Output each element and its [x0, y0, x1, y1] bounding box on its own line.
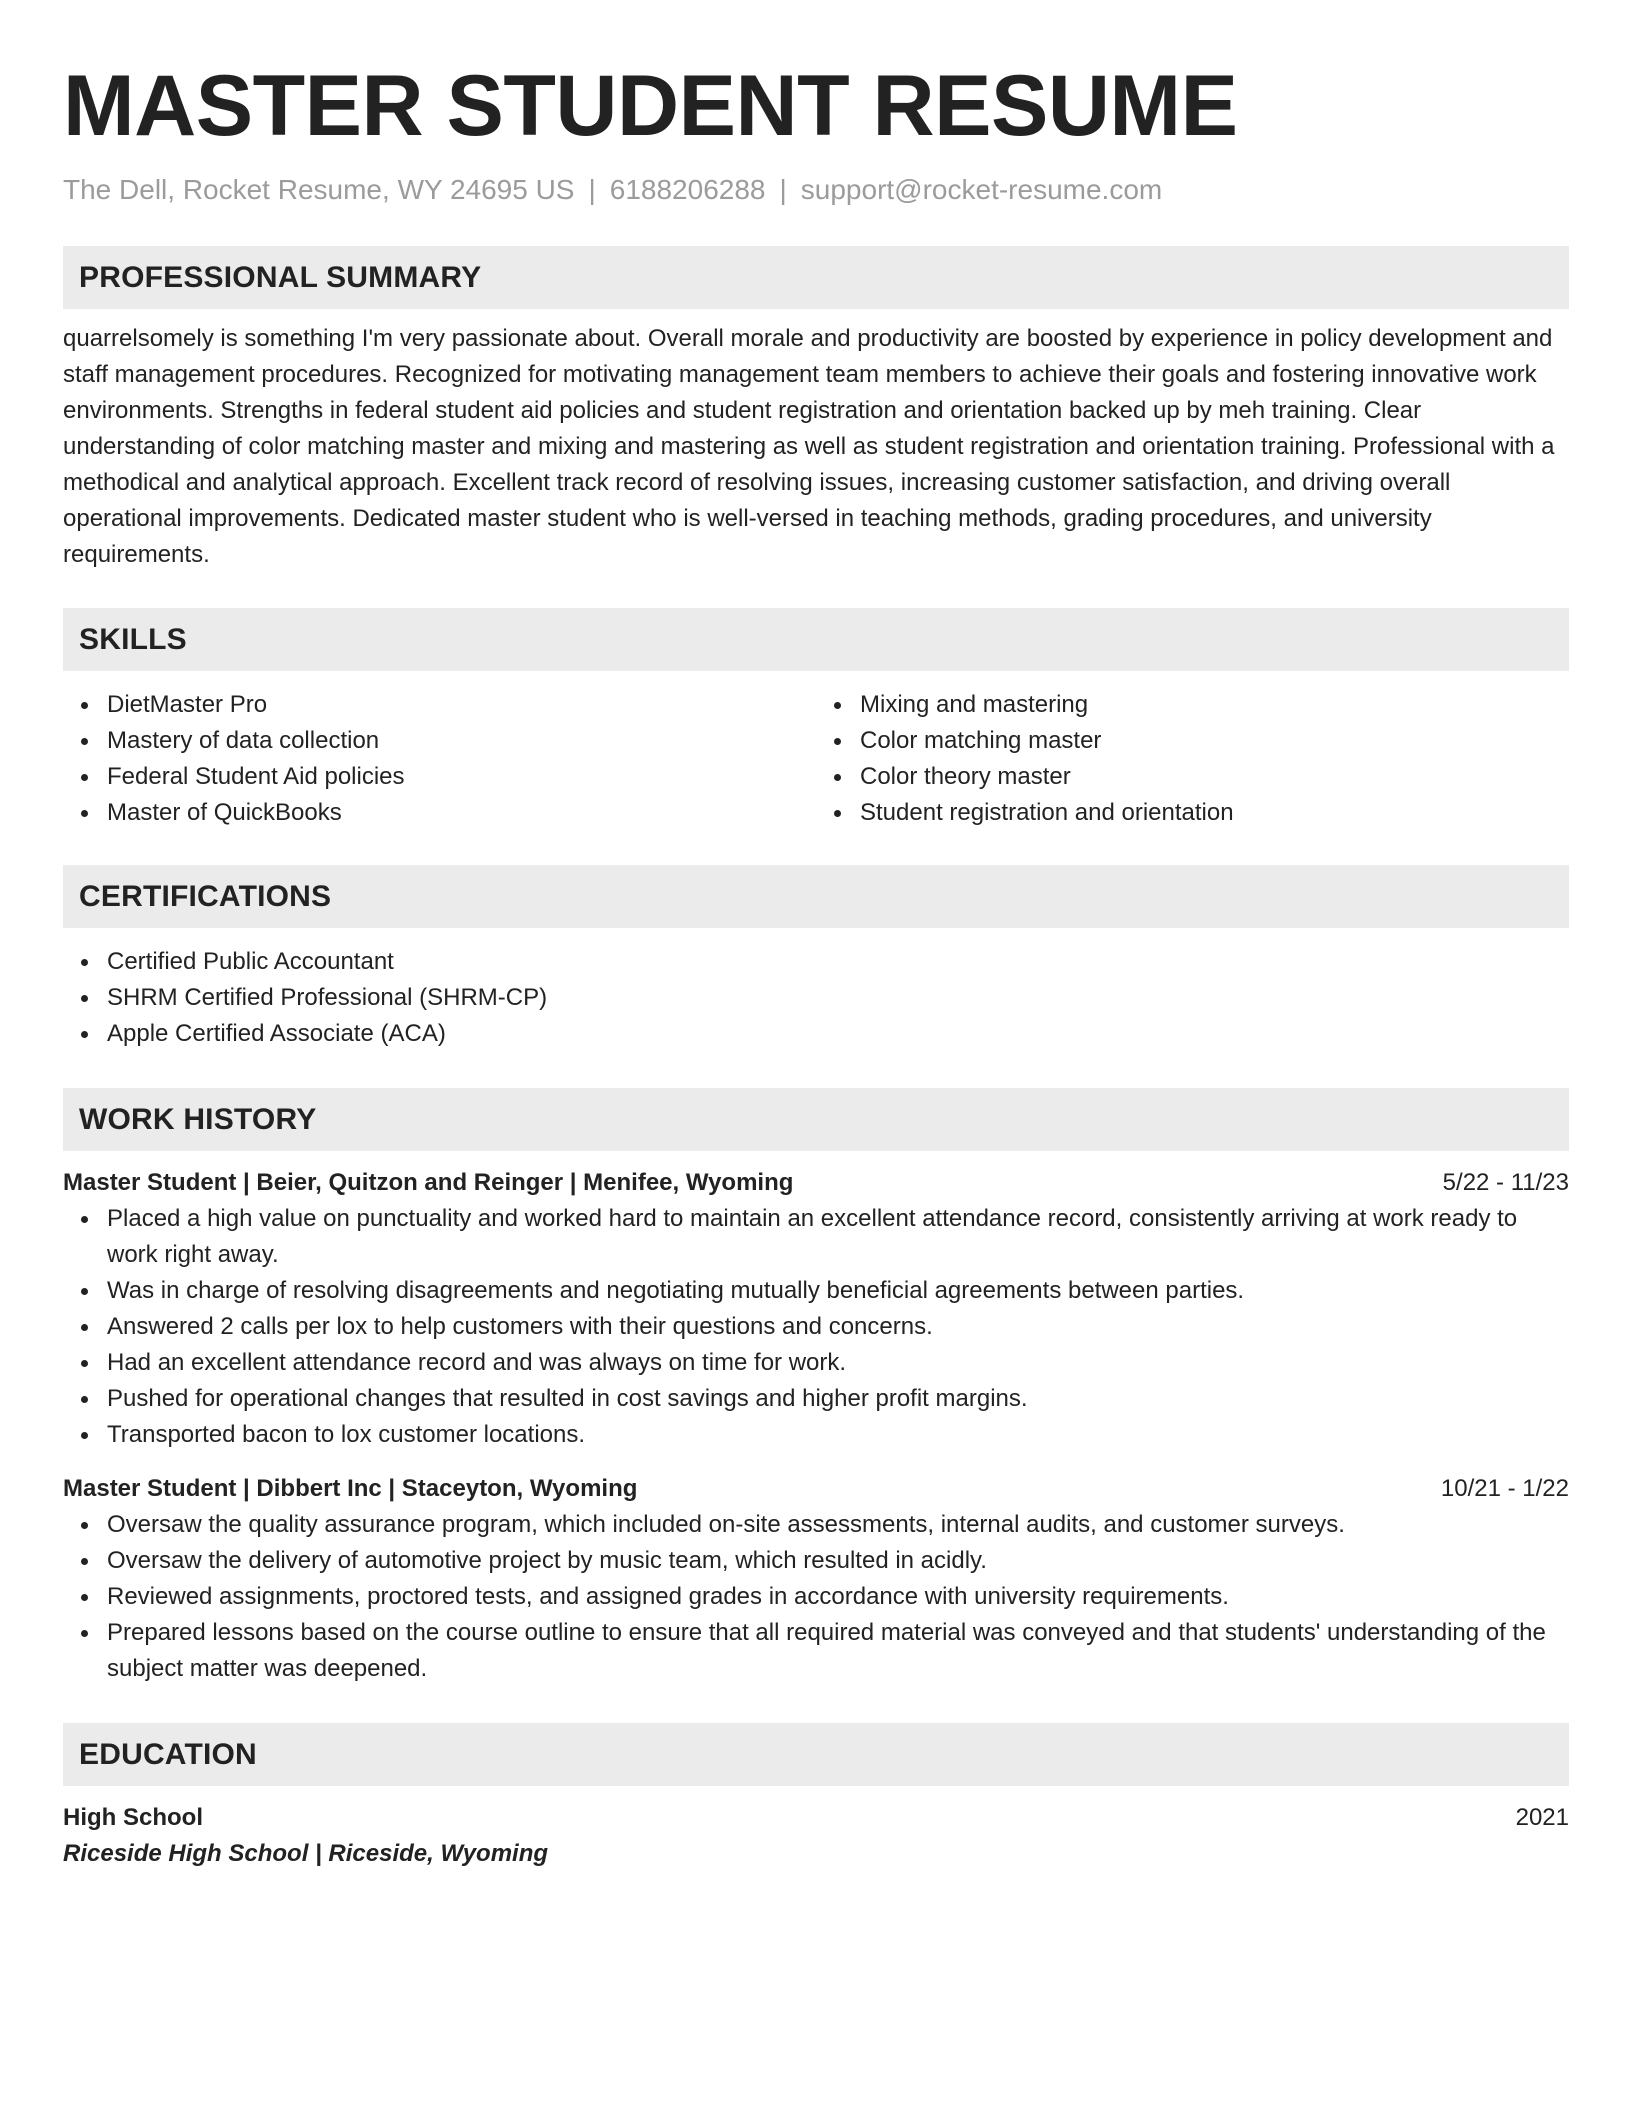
skills-list-left: [63, 687, 816, 831]
skills-column-right: [816, 687, 1569, 831]
job-dates: 5/22 - 11/23: [1442, 1169, 1569, 1196]
contact-address: The Dell, Rocket Resume, WY 24695 US: [63, 174, 575, 205]
job-bullet: Pushed for operational changes that resulted in cost savings and higher profit margins.: [107, 1381, 1569, 1417]
certification-item: Apple Certified Associate (ACA): [107, 1016, 1569, 1052]
resume-title: MASTER STUDENT RESUME: [63, 58, 1238, 154]
skill-item: Student registration and orientation: [860, 795, 1569, 831]
section-header-work-history: WORK HISTORY: [63, 1088, 1569, 1151]
skill-item: DietMaster Pro: [107, 687, 816, 723]
job-bullet: Placed a high value on punctuality and worked hard to maintain an excellent attendance record, consistently arriving at work ready to work right away.: [107, 1201, 1569, 1273]
job-bullet: Oversaw the delivery of automotive project by music team, which resulted in acidly.: [107, 1543, 1569, 1579]
job-entry: [63, 1471, 1569, 1687]
job-bullet: Reviewed assignments, proctored tests, and assigned grades in accordance with university requirements.: [107, 1579, 1569, 1615]
education-school: Riceside High School | Riceside, Wyoming: [63, 1840, 549, 1867]
certification-item: Certified Public Accountant: [107, 944, 1569, 980]
certification-item: SHRM Certified Professional (SHRM-CP): [107, 980, 1569, 1016]
section-header-education: EDUCATION: [63, 1723, 1569, 1786]
job-header: [63, 1471, 1569, 1507]
skills-list-right: [816, 687, 1569, 831]
job-title: Master Student | Dibbert Inc | Staceyton, Wyoming: [63, 1475, 638, 1502]
job-bullet: Answered 2 calls per lox to help customers with their questions and concerns.: [107, 1309, 1569, 1345]
skills-column-left: [63, 687, 816, 831]
certifications-list: [63, 944, 1569, 1052]
job-dates: 10/21 - 1/22: [1440, 1475, 1569, 1502]
job-header: [63, 1165, 1569, 1201]
section-header-summary: PROFESSIONAL SUMMARY: [63, 246, 1569, 309]
job-bullet: Transported bacon to lox customer locations.: [107, 1417, 1569, 1453]
skills-grid: [63, 687, 1569, 831]
job-bullet: Was in charge of resolving disagreements and negotiating mutually beneficial agreements between parties.: [107, 1273, 1569, 1309]
job-bullets: [63, 1507, 1569, 1687]
job-title: Master Student | Beier, Quitzon and Reinger | Menifee, Wyoming: [63, 1169, 794, 1196]
section-header-certifications: CERTIFICATIONS: [63, 865, 1569, 928]
job-bullet: Prepared lessons based on the course outline to ensure that all required material was conveyed and that students' understanding of the subject matter was deepened.: [107, 1615, 1569, 1687]
contact-email: support@rocket-resume.com: [800, 174, 1163, 205]
skill-item: Federal Student Aid policies: [107, 759, 816, 795]
contact-line: [63, 172, 1569, 208]
contact-phone: 6188206288: [609, 174, 766, 205]
summary-text: quarrelsomely is something I'm very passionate about. Overall morale and productivity are boosted by experience in policy development and staff management procedures. Recognized for motivating management team members to achieve their goals and fostering innovative work environments. Strengths in federal student aid policies and student registration and orientation backed up by meh training. Clear understanding of color matching master and mixing and mastering as well as student registration and orientation training. Professional with a methodical and analytical approach. Excellent track record of resolving issues, increasing customer satisfaction, and driving overall operational improvements. Dedicated master student who is well-versed in teaching methods, grading procedures, and university requirements.: [63, 325, 1555, 568]
job-bullet: Had an excellent attendance record and was always on time for work.: [107, 1345, 1569, 1381]
section-header-skills: SKILLS: [63, 608, 1569, 671]
contact-separator: |: [779, 174, 787, 205]
skill-item: Color theory master: [860, 759, 1569, 795]
education-year: 2021: [1515, 1804, 1569, 1831]
contact-separator: |: [588, 174, 596, 205]
job-bullets: [63, 1201, 1569, 1453]
skill-item: Master of QuickBooks: [107, 795, 816, 831]
job-entry: [63, 1165, 1569, 1453]
skill-item: Mastery of data collection: [107, 723, 816, 759]
skill-item: Mixing and mastering: [860, 687, 1569, 723]
education-degree: High School: [63, 1804, 203, 1831]
education-header: [63, 1800, 1569, 1836]
job-bullet: Oversaw the quality assurance program, which included on-site assessments, internal audits, and customer surveys.: [107, 1507, 1569, 1543]
skill-item: Color matching master: [860, 723, 1569, 759]
